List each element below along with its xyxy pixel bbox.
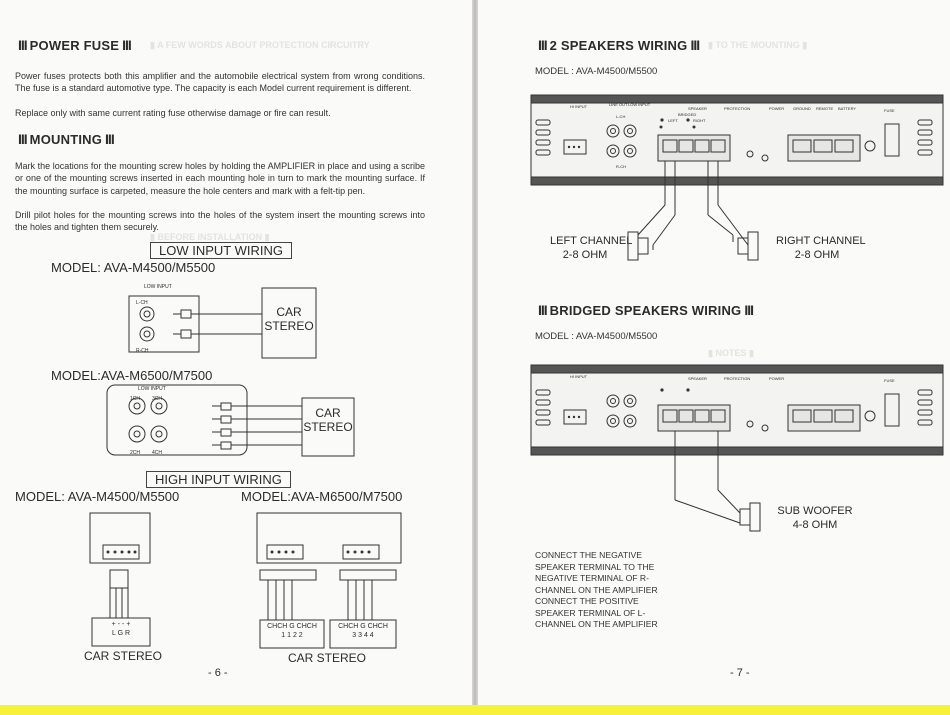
fuse-label: FUSE (884, 108, 895, 113)
line-out-label: LINE OUT (609, 102, 628, 107)
high-input-model-2: MODEL:AVA-M6500/M7500 (241, 489, 403, 504)
high-input-car-stereo-2: CAR STEREO (288, 651, 367, 665)
lch-panel-label: L-CH (616, 114, 626, 119)
two-speakers-heading: III 2 SPEAKERS WIRING III (538, 37, 700, 53)
hi-input-label-2: HI INPUT (570, 374, 588, 379)
right-channel-label: RIGHT CHANNEL 2-8 OHM (776, 235, 866, 261)
left-channel-label: LEFT CHANNEL 2-8 OHM (550, 235, 633, 261)
low-input-tag-2: LOW INPUT (138, 386, 166, 392)
right-page: ▮ TO THE MOUNTING ▮ ▮ NOTES ▮ III 2 SPEAKERS WIRING III MODEL : AVA-M4500/M5500 HI INPUT LINE OUT LOW INPUT L-CH R-CH SPEAKER BRIDGED LEFT RIGHT PROTECTION POWER GROUND REMOTE BATTERY FUSE LEFT CHANNEL 2-8 OHM RIGHT CHANNEL 2-8 OHM III BRIDGED SPEAKERS WIRING III MODEL : AVA-M4500/M5500 HI INPUT SPEAKER PROTECTION POWER FUSE SUB WOOFER 4-8 OHM CONNECT THE NEGATIVE SPEAKER TERMINAL TO THE NEGATIVE TERMINAL OF R-CHANNEL ON THE AMPLIFIER CONNECT THE POSITIVE SPEAKER TERMINAL OF L-CHANNEL ON THE AMPLIFIER - 7 - (478, 0, 950, 715)
low-input-model-2: MODEL:AVA-M6500/M7500 (51, 368, 213, 383)
two-speakers-model: MODEL : AVA-M4500/M5500 (535, 66, 658, 77)
car-stereo-box-2: CAR STEREO (303, 406, 353, 434)
left-panel-label: LEFT (668, 118, 678, 123)
ch4-tag: 4CH (152, 450, 163, 456)
power-label-2: POWER (769, 376, 785, 381)
low-input-wiring-heading: LOW INPUT WIRING (150, 242, 292, 259)
rch-panel-label: R-CH (616, 164, 626, 169)
power-label: POWER (769, 106, 785, 111)
ch3-tag: 3CH (152, 396, 163, 402)
protection-label-2: PROTECTION (724, 376, 751, 381)
bridged-model: MODEL : AVA-M4500/M5500 (535, 331, 658, 342)
low-input-panel-label: LOW INPUT (628, 102, 651, 107)
hi-input-label: HI INPUT (570, 104, 588, 109)
right-panel-label: RIGHT (693, 118, 706, 123)
lch-tag: L-CH (136, 300, 148, 306)
remote-label: REMOTE (816, 106, 834, 111)
power-fuse-text: Power fuses protects both this amplifier and the automobile electrical system from wrong conditions. The fuse is a standard automotive type. The capacity is each Model current requirement is different. (15, 71, 425, 94)
high-input-model-1: MODEL: AVA-M4500/M5500 (15, 489, 180, 504)
car-stereo-box-1: CAR STEREO (264, 305, 314, 333)
high-input-terminal-2: CHCH G CHCH 1 1 2 2 (267, 623, 317, 639)
high-input-terminal-1: + - - + L G R (111, 621, 131, 637)
speaker-panel-label-2: SPEAKER (688, 376, 707, 381)
high-input-terminal-3: CHCH G CHCH 3 3 4 4 (338, 623, 388, 639)
ch2-tag: 2CH (130, 450, 141, 456)
page-number-7: - 7 - (730, 667, 750, 679)
high-input-wiring-heading: HIGH INPUT WIRING (146, 471, 291, 488)
battery-label: BATTERY (838, 106, 857, 111)
power-fuse-warning: Replace only with same current rating fuse otherwise damage or fire can result. (15, 108, 331, 118)
power-fuse-heading: III POWER FUSE III (18, 37, 131, 53)
low-input-tag: LOW INPUT (144, 284, 172, 290)
mounting-text: Mark the locations for the mounting screw holes by holding the AMPLIFIER in place and using a scribe or one of the mounting screws inserted in each mounting hole in turn to mark the mounting surface. If the mounting surface is carpeted, measure the hole centers and mark with a felt-tip pen. (15, 161, 425, 196)
ground-label: GROUND (793, 106, 811, 111)
page-bottom-strip (0, 705, 950, 715)
ch1-tag: 1CH (130, 396, 141, 402)
bridged-panel-label: BRIDGED (678, 112, 697, 117)
sub-woofer-label: SUB WOOFER 4-8 OHM (777, 505, 853, 531)
page-number-6: - 6 - (208, 667, 228, 679)
speaker-panel-label: SPEAKER (688, 106, 707, 111)
rch-tag: R-CH (136, 348, 149, 354)
bridged-heading: III BRIDGED SPEAKERS WIRING III (538, 302, 754, 318)
fuse-label-2: FUSE (884, 378, 895, 383)
low-input-model-1: MODEL: AVA-M4500/M5500 (51, 260, 216, 275)
protection-label: PROTECTION (724, 106, 751, 111)
bridged-note: CONNECT THE NEGATIVE SPEAKER TERMINAL TO THE NEGATIVE TERMINAL OF R-CHANNEL ON THE AMPLIFIER CONNECT THE POSITIVE SPEAKER TERMINAL OF L-CHANNEL ON THE AMPLIFIER (535, 550, 658, 629)
high-input-car-stereo-1: CAR STEREO (84, 649, 163, 663)
mounting-heading: III MOUNTING III (18, 131, 114, 147)
left-page: ▮ A FEW WORDS ABOUT PROTECTION CIRCUITRY ▮ BEFORE INSTALLATION ▮ III POWER FUSE III Power fuses protects both this amplifier and the automobile electrical system from wrong conditions. The fuse is a standard automotive type. The capacity is each Model current requirement is different. Replace only with same current rating fuse otherwise damage or fire can result. III MOUNTING III Mark the locations for the mounting screw holes by holding the AMPLIFIER in place and using a scribe or one of the mounting screws inserted in each mounting hole in turn to mark the mounting surface. If the mounting surface is carpeted, measure the hole centers and mark with a felt-tip pen. Drill pilot holes for the mounting screws into the holes of the system insert the mounting screws into the holes and tighten them securely. LOW INPUT WIRING MODEL: AVA-M4500/M5500 LOW INPUT L-CH R-CH CAR STEREO MODEL:AVA-M6500/M7500 LOW INPUT 1CH 3CH 2CH 4CH CAR STEREO HIGH INPUT WIRING MODEL: AVA-M4500/M5500 MODEL:AVA-M6500/M7500 + - - + L G R CHCH G CHCH 1 1 2 2 CHCH G CHCH 3 3 4 4 CAR STEREO CAR STEREO - 6 - (0, 0, 472, 715)
mounting-drill-text: Drill pilot holes for the mounting screws into the holes of the system insert the mounting screws into the holes and tighten them securely. (15, 210, 425, 233)
high-input-diagram (0, 0, 472, 715)
